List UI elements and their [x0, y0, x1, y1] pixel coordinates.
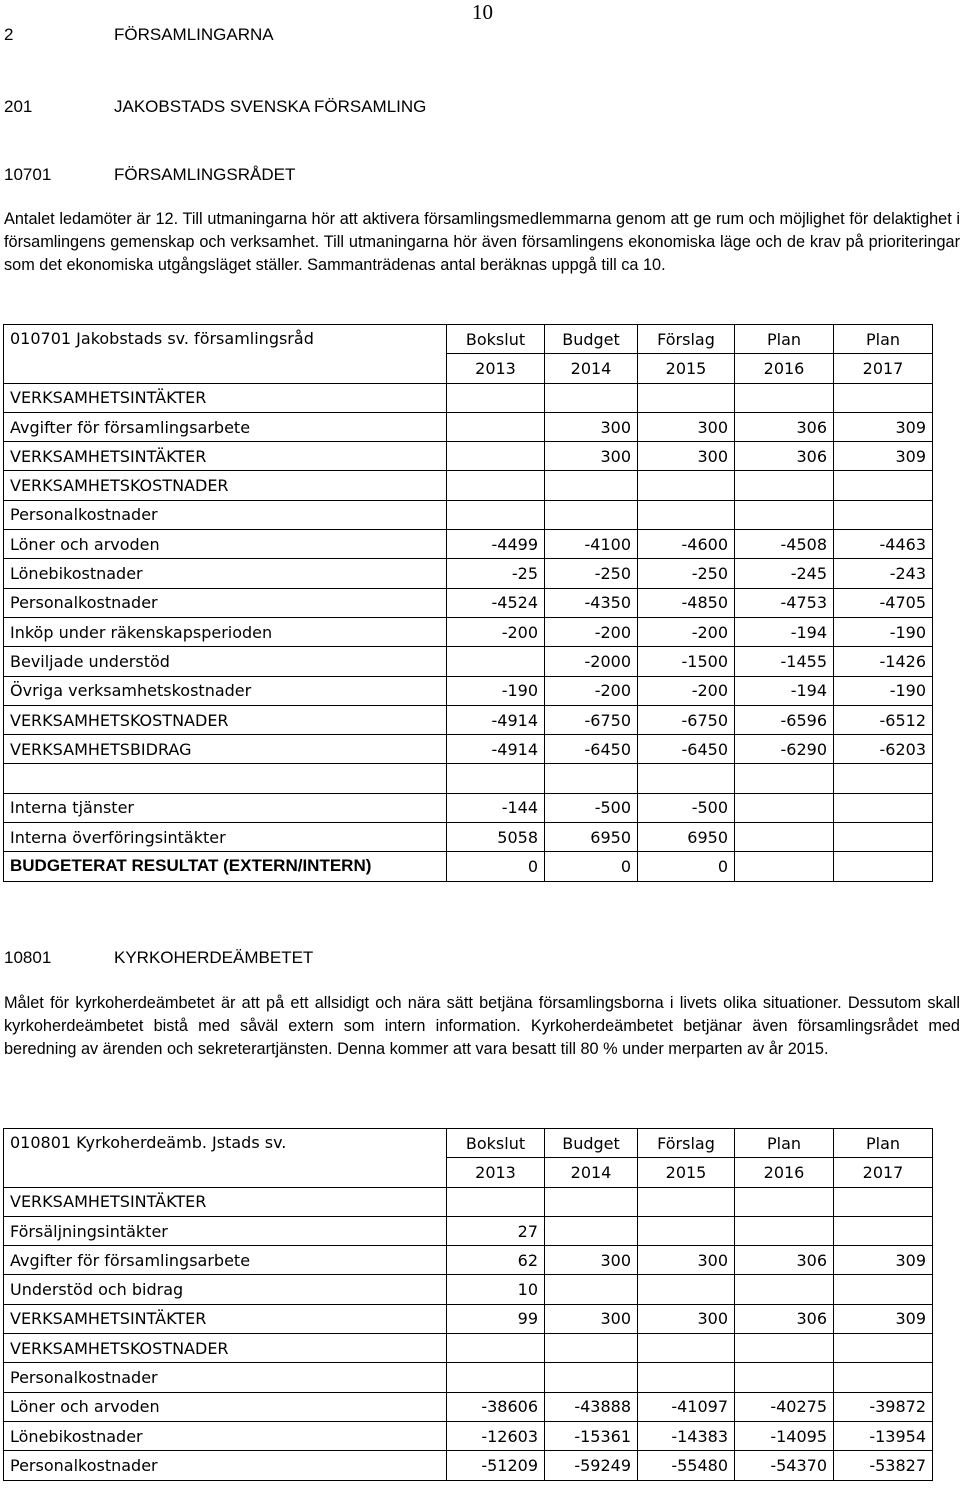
table-row	[4, 676, 933, 705]
value-cell: -500	[638, 793, 735, 822]
value-cell: -6596	[735, 705, 834, 734]
value-cell	[735, 1275, 834, 1304]
budget-table-1	[3, 324, 933, 882]
value-cell: 300	[638, 412, 735, 441]
row-label: Löner och arvoden	[4, 1392, 447, 1421]
value-cell: 6950	[638, 823, 735, 852]
value-cell	[545, 1334, 638, 1363]
value-cell: -190	[834, 676, 933, 705]
row-label: Lönebikostnader	[4, 1421, 447, 1450]
value-cell	[447, 1187, 545, 1216]
table-row	[4, 1246, 933, 1275]
table-row	[4, 1451, 933, 1480]
value-cell: -54370	[735, 1451, 834, 1480]
value-cell: -4850	[638, 588, 735, 617]
table-row	[4, 471, 933, 500]
value-cell: 300	[545, 412, 638, 441]
row-label: BUDGETERAT RESULTAT (EXTERN/INTERN)	[4, 852, 447, 881]
row-label: VERKSAMHETSINTÄKTER	[4, 1304, 447, 1333]
table-row	[4, 530, 933, 559]
value-cell: -4914	[447, 705, 545, 734]
value-cell	[447, 412, 545, 441]
table-title: 010801 Kyrkoherdeämb. Jstads sv.	[4, 1129, 447, 1188]
value-cell: 99	[447, 1304, 545, 1333]
value-cell: 300	[545, 1246, 638, 1275]
table-row	[4, 617, 933, 646]
heading-code: 10801	[4, 948, 52, 967]
value-cell: -6750	[545, 705, 638, 734]
row-label: Övriga verksamhetskostnader	[4, 676, 447, 705]
value-cell: -38606	[447, 1392, 545, 1421]
value-cell	[447, 764, 545, 793]
column-header: Plan	[834, 1129, 933, 1158]
row-label: Löner och arvoden	[4, 530, 447, 559]
value-cell: -15361	[545, 1421, 638, 1450]
value-cell: -4753	[735, 588, 834, 617]
row-label: Understöd och bidrag	[4, 1275, 447, 1304]
table-row	[4, 793, 933, 822]
value-cell: -200	[545, 617, 638, 646]
row-label: Personalkostnader	[4, 1451, 447, 1480]
value-cell	[834, 852, 933, 881]
column-header: Bokslut	[447, 1129, 545, 1158]
description-paragraph-2: Målet för kyrkoherdeämbetet är att på ett allsidigt och nära sätt betjäna församlingsborna i livets olika situationer. Dessutom skall kyrkoherdeämbetet bistå med såväl extern som intern information. Kyrkoherdeämbetet betjänar även församlingsrådet med beredning av ärenden och sekreterartjänsten. Denna kommer att vara besatt till 80 % under merparten av år 2015.	[4, 994, 960, 1059]
table-row	[4, 1275, 933, 1304]
table-row	[4, 823, 933, 852]
value-cell: -4914	[447, 735, 545, 764]
value-cell: 306	[735, 1246, 834, 1275]
row-label: Personalkostnader	[4, 1363, 447, 1392]
budget-table-2	[3, 1128, 933, 1481]
value-cell: -4524	[447, 588, 545, 617]
value-cell	[447, 647, 545, 676]
page-number: 10	[472, 0, 493, 24]
value-cell	[735, 793, 834, 822]
table-row	[4, 1334, 933, 1363]
value-cell: 300	[638, 442, 735, 471]
table-row	[4, 1216, 933, 1245]
column-header: Plan	[735, 325, 834, 354]
value-cell	[834, 1275, 933, 1304]
value-cell	[834, 764, 933, 793]
value-cell	[834, 793, 933, 822]
value-cell	[834, 383, 933, 412]
value-cell	[545, 500, 638, 529]
value-cell: 6950	[545, 823, 638, 852]
row-label: Försäljningsintäkter	[4, 1216, 447, 1245]
value-cell	[638, 1216, 735, 1245]
column-header: Plan	[834, 325, 933, 354]
value-cell	[735, 852, 834, 881]
value-cell	[447, 383, 545, 412]
heading-title: JAKOBSTADS SVENSKA FÖRSAMLING	[114, 97, 427, 116]
value-cell: -500	[545, 793, 638, 822]
value-cell	[447, 500, 545, 529]
value-cell	[545, 764, 638, 793]
value-cell: 300	[638, 1246, 735, 1275]
value-cell: -200	[447, 617, 545, 646]
year-header: 2017	[834, 1158, 933, 1187]
value-cell: 5058	[447, 823, 545, 852]
column-header: Plan	[735, 1129, 834, 1158]
value-cell	[545, 1216, 638, 1245]
value-cell: -12603	[447, 1421, 545, 1450]
value-cell: 0	[545, 852, 638, 881]
value-cell: -250	[638, 559, 735, 588]
heading-code: 201	[4, 97, 33, 116]
value-cell: -6750	[638, 705, 735, 734]
year-header: 2013	[447, 1158, 545, 1187]
year-header: 2015	[638, 354, 735, 383]
value-cell: -4350	[545, 588, 638, 617]
value-cell: -243	[834, 559, 933, 588]
value-cell: -4508	[735, 530, 834, 559]
table-row	[4, 412, 933, 441]
value-cell: 306	[735, 412, 834, 441]
value-cell: -25	[447, 559, 545, 588]
value-cell: -200	[638, 676, 735, 705]
value-cell: -6450	[545, 735, 638, 764]
value-cell	[735, 500, 834, 529]
row-label: Avgifter för församlingsarbete	[4, 412, 447, 441]
heading-10701	[4, 165, 604, 187]
value-cell: -6512	[834, 705, 933, 734]
value-cell	[447, 1334, 545, 1363]
value-cell: -194	[735, 617, 834, 646]
row-label: Interna överföringsintäkter	[4, 823, 447, 852]
value-cell: -194	[735, 676, 834, 705]
description-paragraph-1: Antalet ledamöter är 12. Till utmaningarna hör att aktivera församlingsmedlemmarna genom att ge rum och möjlighet för delaktighet i församlingens gemenskap och verksamhet. Till utmaningarna hör även församlingens ekonomiska läge och de krav på prioriteringar som det ekonomiska utgångsläget ställer. Sammanträdenas antal beräknas uppgå till ca 10.	[4, 210, 960, 275]
row-label: VERKSAMHETSINTÄKTER	[4, 442, 447, 471]
value-cell: -59249	[545, 1451, 638, 1480]
value-cell: -245	[735, 559, 834, 588]
value-cell: 10	[447, 1275, 545, 1304]
value-cell: -39872	[834, 1392, 933, 1421]
value-cell: -190	[447, 676, 545, 705]
value-cell: 306	[735, 1304, 834, 1333]
year-header: 2015	[638, 1158, 735, 1187]
table-row	[4, 1392, 933, 1421]
table-row	[4, 764, 933, 793]
table-row	[4, 647, 933, 676]
heading-title: FÖRSAMLINGSRÅDET	[114, 165, 296, 184]
row-label: VERKSAMHETSBIDRAG	[4, 735, 447, 764]
table-header-row	[4, 1129, 933, 1158]
table-row	[4, 383, 933, 412]
row-label	[4, 764, 447, 793]
heading-title: KYRKOHERDEÄMBETET	[114, 948, 314, 967]
value-cell: -4600	[638, 530, 735, 559]
heading-10801	[4, 948, 604, 970]
value-cell: -200	[545, 676, 638, 705]
row-label: Avgifter för församlingsarbete	[4, 1246, 447, 1275]
value-cell	[735, 471, 834, 500]
value-cell: 309	[834, 1246, 933, 1275]
column-header: Bokslut	[447, 325, 545, 354]
value-cell: 309	[834, 412, 933, 441]
year-header: 2014	[545, 1158, 638, 1187]
value-cell	[447, 471, 545, 500]
value-cell	[638, 764, 735, 793]
table-row	[4, 735, 933, 764]
year-header: 2013	[447, 354, 545, 383]
value-cell: 300	[545, 442, 638, 471]
value-cell	[735, 764, 834, 793]
value-cell: -1426	[834, 647, 933, 676]
row-label: VERKSAMHETSKOSTNADER	[4, 705, 447, 734]
row-label: Beviljade understöd	[4, 647, 447, 676]
value-cell: -51209	[447, 1451, 545, 1480]
table-row	[4, 500, 933, 529]
table-title: 010701 Jakobstads sv. församlingsråd	[4, 325, 447, 384]
value-cell: 62	[447, 1246, 545, 1275]
value-cell	[735, 1187, 834, 1216]
value-cell: 300	[638, 1304, 735, 1333]
table-row	[4, 442, 933, 471]
column-header: Budget	[545, 325, 638, 354]
heading-201	[4, 97, 604, 119]
row-label: Interna tjänster	[4, 793, 447, 822]
column-header: Budget	[545, 1129, 638, 1158]
table-body	[4, 1129, 933, 1481]
value-cell: -14095	[735, 1421, 834, 1450]
value-cell: -4100	[545, 530, 638, 559]
value-cell: -1455	[735, 647, 834, 676]
value-cell: -43888	[545, 1392, 638, 1421]
heading-code: 10701	[4, 165, 52, 184]
value-cell	[834, 823, 933, 852]
value-cell: 306	[735, 442, 834, 471]
column-header: Förslag	[638, 1129, 735, 1158]
value-cell: -4705	[834, 588, 933, 617]
table-row	[4, 852, 933, 881]
value-cell	[834, 1187, 933, 1216]
value-cell	[735, 1363, 834, 1392]
row-label: VERKSAMHETSINTÄKTER	[4, 1187, 447, 1216]
value-cell: -6203	[834, 735, 933, 764]
table-body	[4, 325, 933, 882]
value-cell	[638, 1187, 735, 1216]
row-label: VERKSAMHETSKOSTNADER	[4, 1334, 447, 1363]
year-header: 2014	[545, 354, 638, 383]
year-header: 2017	[834, 354, 933, 383]
value-cell: -4499	[447, 530, 545, 559]
table-row	[4, 1421, 933, 1450]
row-label: Personalkostnader	[4, 588, 447, 617]
value-cell: 27	[447, 1216, 545, 1245]
value-cell: -53827	[834, 1451, 933, 1480]
value-cell	[545, 1275, 638, 1304]
table-row	[4, 559, 933, 588]
table-row	[4, 1363, 933, 1392]
table-row	[4, 588, 933, 617]
value-cell: -4463	[834, 530, 933, 559]
value-cell: -55480	[638, 1451, 735, 1480]
value-cell: -144	[447, 793, 545, 822]
value-cell	[447, 1363, 545, 1392]
table-row	[4, 1304, 933, 1333]
heading-title: FÖRSAMLINGARNA	[114, 25, 274, 44]
value-cell	[735, 383, 834, 412]
row-label: Personalkostnader	[4, 500, 447, 529]
year-header: 2016	[735, 354, 834, 383]
row-label: VERKSAMHETSINTÄKTER	[4, 383, 447, 412]
table-row	[4, 705, 933, 734]
value-cell: 309	[834, 442, 933, 471]
value-cell	[638, 1275, 735, 1304]
value-cell	[834, 471, 933, 500]
value-cell	[638, 1363, 735, 1392]
value-cell	[735, 1334, 834, 1363]
value-cell: -13954	[834, 1421, 933, 1450]
value-cell: -2000	[545, 647, 638, 676]
value-cell: 0	[447, 852, 545, 881]
value-cell: -200	[638, 617, 735, 646]
value-cell	[735, 823, 834, 852]
value-cell: -6290	[735, 735, 834, 764]
value-cell: -41097	[638, 1392, 735, 1421]
value-cell	[834, 1334, 933, 1363]
value-cell: -14383	[638, 1421, 735, 1450]
value-cell	[735, 1216, 834, 1245]
value-cell: 300	[545, 1304, 638, 1333]
heading-code: 2	[4, 25, 14, 44]
column-header: Förslag	[638, 325, 735, 354]
value-cell	[545, 471, 638, 500]
table-header-row	[4, 325, 933, 354]
value-cell	[834, 1363, 933, 1392]
value-cell: 309	[834, 1304, 933, 1333]
row-label: Lönebikostnader	[4, 559, 447, 588]
value-cell: -40275	[735, 1392, 834, 1421]
value-cell: -6450	[638, 735, 735, 764]
value-cell: -1500	[638, 647, 735, 676]
value-cell: -190	[834, 617, 933, 646]
value-cell	[638, 1334, 735, 1363]
value-cell	[447, 442, 545, 471]
table-row	[4, 1187, 933, 1216]
row-label: VERKSAMHETSKOSTNADER	[4, 471, 447, 500]
value-cell	[545, 1187, 638, 1216]
row-label: Inköp under räkenskapsperioden	[4, 617, 447, 646]
year-header: 2016	[735, 1158, 834, 1187]
value-cell: 0	[638, 852, 735, 881]
value-cell	[834, 500, 933, 529]
value-cell	[834, 1216, 933, 1245]
value-cell	[545, 383, 638, 412]
value-cell	[545, 1363, 638, 1392]
value-cell	[638, 500, 735, 529]
heading-2	[4, 25, 404, 47]
value-cell: -250	[545, 559, 638, 588]
value-cell	[638, 471, 735, 500]
value-cell	[638, 383, 735, 412]
